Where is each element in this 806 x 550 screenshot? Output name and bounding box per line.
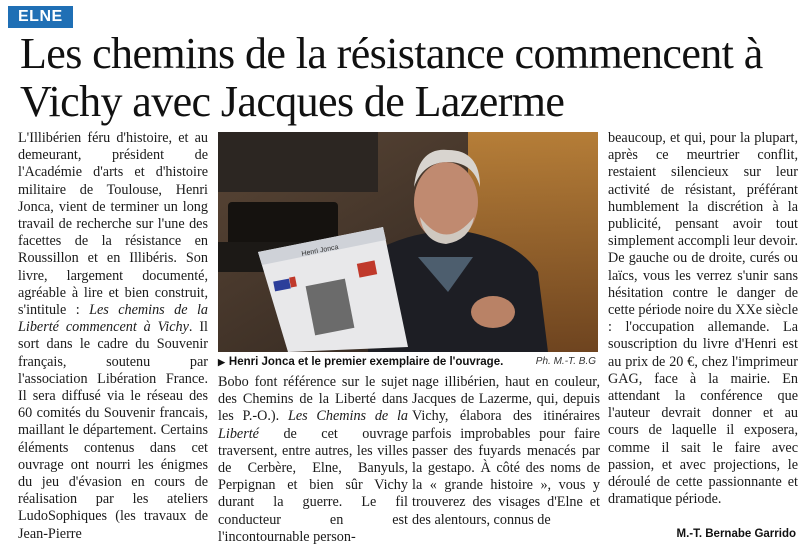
column-1-text bbox=[18, 130, 208, 543]
column-2-text bbox=[218, 374, 408, 546]
caption-triangle-icon: ▶ bbox=[218, 357, 225, 367]
column-1-text-a: L'Illibérien féru d'histoire, et au demeurant, président de l'Académie d'arts et d'histoire militaire de Toulouse, Henri Jonca, vient de terminer un long travail de recherche sur l'une des facettes de la résistance en Roussillon et en Illibéris. Son livre, largement documenté, agréable à lire et bien construit, s'intitule : bbox=[18, 130, 208, 319]
book-title-2: Les Chemins de la Liberté bbox=[218, 408, 408, 442]
column-3-text: nage illibérien, haut en couleur, Jacques de Lazerme, qui, depuis Vichy, élabora des itinéraires parfois improbables pour faire passer des fuyards menacés par la gestapo. À côté des noms de la « grande histoire », vous y trouverez des visages d'Elne et des alentours, connus de bbox=[412, 374, 600, 528]
photo-caption bbox=[218, 354, 598, 370]
column-4-text: beaucoup, et qui, pour la plupart, après ce meurtrier conflit, restaient silencieux sur leur activité de résistant, préférant humblement la discrétion à la publicité, pensant avoir tout simplement accompli leur devoir. De gauche ou de droite, curés ou laïcs, vous les verrez s'unir sans hésitation contre le danger de cette période noire du XXe siècle : l'occupation allemande. La souscription du livre d'Henri est au prix de 20 €, chez l'imprimeur GAG, face à la mairie. En attendant la conférence que l'auteur devrait donner et au cours de laquelle il exposera, comme il sait le faire avec passion, et avec projections, le déroulé de cette passionnante et dramatique période. bbox=[608, 130, 798, 508]
column-1-text-b: . Il sort dans le cadre du Souvenir français, soutenu par l'association Libération France. Il sera diffusé via le réseau des 60 comités du Souvenir francais, maillant le département. Certains éléments contenus dans cet ouvrage ont nourri les énigmes du jeu d'évasion en cours de réalisation par les ateliers LudoSophiques (les travaux de Jean-Pierre bbox=[18, 319, 208, 542]
headline: Les chemins de la résistance commencent à Vichy avec Jacques de Lazerme bbox=[20, 29, 763, 126]
book-author: Henri Jonca bbox=[301, 243, 340, 258]
book-title-1: Les chemins de la Liberté commencent à Vichy bbox=[18, 302, 208, 336]
article-column-1 bbox=[18, 130, 208, 543]
photo-credit: Ph. M.-T. B.G bbox=[535, 356, 596, 367]
caption-text: Henri Jonca et le premier exemplaire de l'ouvrage. bbox=[228, 356, 504, 368]
article-column-3 bbox=[412, 374, 600, 529]
article-column-2 bbox=[218, 374, 408, 546]
column-2-text-b: de cet ouvrage traversent, entre autres, les villes de Cerbère, Elne, Banyuls, Perpignan et bien sûr Vichy durant la guerre. Le fil conducteur en est l'incontournable person- bbox=[218, 425, 408, 545]
article-photo bbox=[218, 132, 598, 352]
article-column-4 bbox=[608, 130, 798, 508]
author-signature: M.-T. Bernabe Garrido bbox=[676, 528, 796, 540]
column-2-text-a: Bobo font référence sur le sujet des Chemins de la Liberté dans les P.-O.). bbox=[218, 374, 408, 425]
section-tag: ELNE bbox=[8, 6, 73, 28]
